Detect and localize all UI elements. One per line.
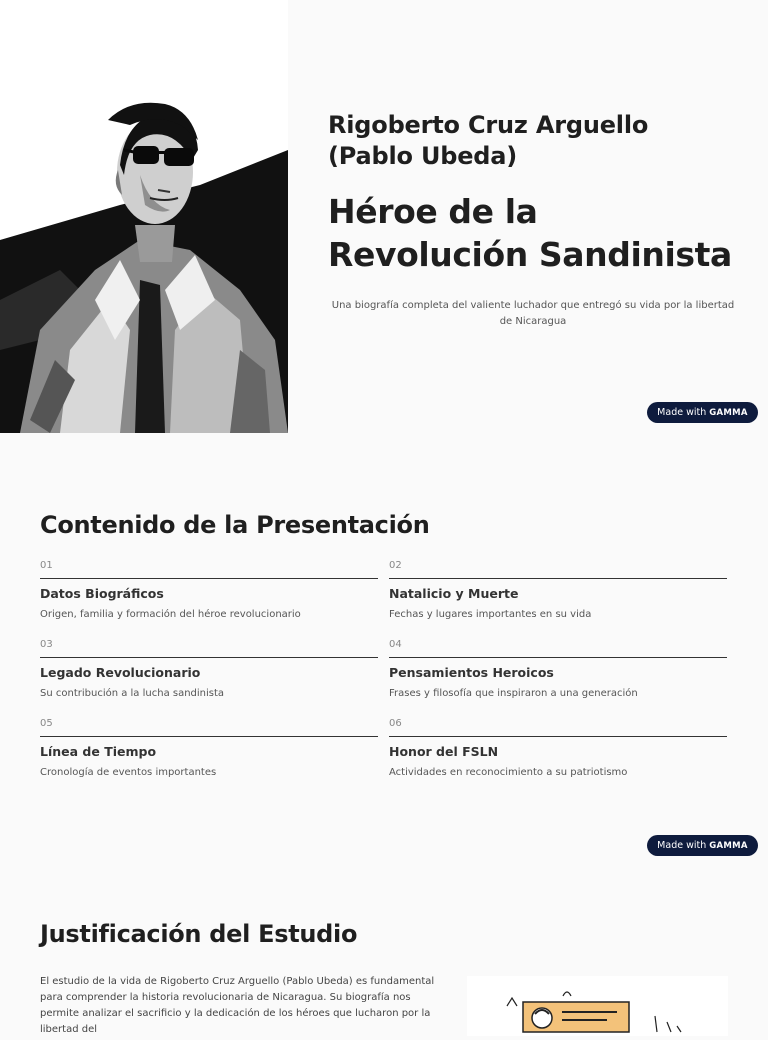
item-label: Natalicio y Muerte: [389, 586, 519, 601]
divider: [40, 657, 378, 658]
item-number: 03: [40, 639, 53, 650]
divider: [389, 578, 727, 579]
contents-item: [40, 560, 378, 639]
justification-body: El estudio de la vida de Rigoberto Cruz Arguello (Pablo Ubeda) es fundamental para comprender la historia revolucionaria de Nicaragua. Su biografía nos permite analizar el sacrificio y la dedicación de los héroes que lucharon por la libertad del: [40, 976, 435, 1035]
item-number: 06: [389, 718, 402, 729]
badge-prefix: Made with: [657, 840, 707, 851]
justification-slide: [0, 868, 768, 1035]
gamma-logo: GAMMA: [709, 840, 748, 851]
item-description: Origen, familia y formación del héroe revolucionario: [40, 609, 301, 620]
sketch-illustration: [467, 976, 728, 1036]
made-with-gamma-badge[interactable]: [647, 402, 758, 423]
title-slide: [0, 0, 768, 433]
made-with-gamma-badge[interactable]: [647, 835, 758, 856]
contents-slide: [0, 433, 768, 868]
title-block: [328, 110, 738, 330]
divider: [389, 657, 727, 658]
item-description: Frases y filosofía que inspiraron a una generación: [389, 688, 638, 699]
divider: [389, 736, 727, 737]
item-description: Su contribución a la lucha sandinista: [40, 688, 225, 699]
contents-grid: [40, 560, 727, 797]
contents-item: [40, 718, 378, 797]
item-label: Legado Revolucionario: [40, 665, 201, 680]
slide-heading: Héroe de la Revolución Sandinista: [328, 192, 732, 274]
item-number: 02: [389, 560, 402, 571]
slide-subtitle: Una biografía completa del valiente luchador que entregó su vida por la libertad de Nicaragua: [331, 300, 735, 327]
divider: [40, 736, 378, 737]
item-description: Fechas y lugares importantes en su vida: [389, 609, 592, 620]
item-description: Actividades en reconocimiento a su patriotismo: [389, 767, 628, 778]
item-label: Honor del FSLN: [389, 744, 499, 759]
hero-portrait-illustration: [0, 0, 288, 433]
item-number: 01: [40, 560, 53, 571]
divider: [40, 578, 378, 579]
contents-item: [389, 639, 727, 718]
contents-title: Contenido de la Presentación: [40, 511, 430, 539]
item-number: 04: [389, 639, 402, 650]
contents-item: [389, 718, 727, 797]
contents-item: [389, 560, 727, 639]
justification-title: Justificación del Estudio: [40, 920, 358, 948]
item-label: Línea de Tiempo: [40, 744, 157, 759]
item-description: Cronología de eventos importantes: [40, 767, 217, 778]
gamma-logo: GAMMA: [709, 407, 748, 418]
item-number: 05: [40, 718, 53, 729]
item-label: Datos Biográficos: [40, 586, 164, 601]
subject-name: Rigoberto Cruz Arguello (Pablo Ubeda): [328, 111, 649, 170]
badge-prefix: Made with: [657, 407, 707, 418]
contents-item: [40, 639, 378, 718]
item-label: Pensamientos Heroicos: [389, 665, 554, 680]
